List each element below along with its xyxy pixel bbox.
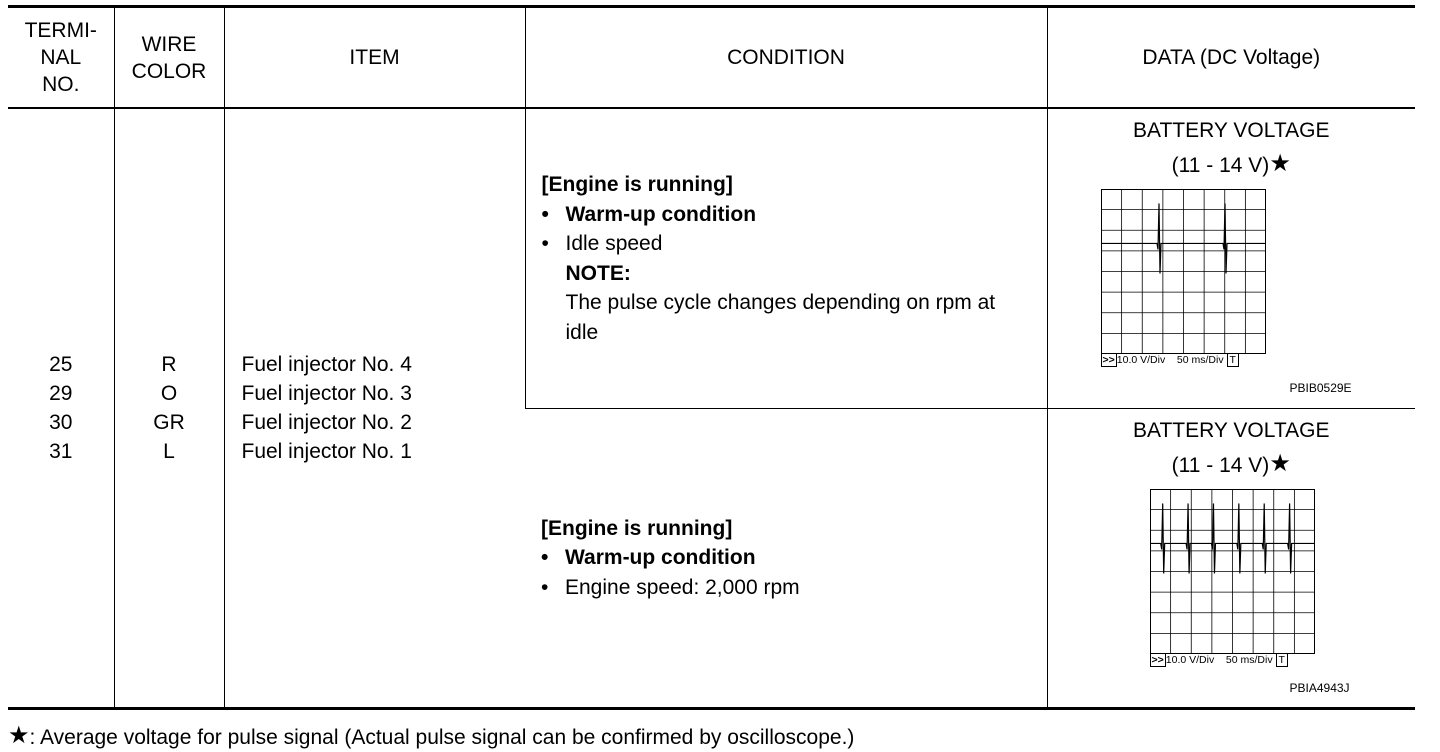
scope-time: 50 ms/Div <box>1225 654 1273 666</box>
bullet-text: Engine speed: 2,000 rpm <box>565 575 800 599</box>
bullet-dot: • <box>541 202 549 226</box>
terminal-number: 25 <box>49 353 73 376</box>
scope-trigger-icon: T <box>1227 353 1239 367</box>
terminal-number: 30 <box>49 411 73 434</box>
header-terminal-no <box>8 7 114 109</box>
bullet-text: Warm-up condition <box>565 546 756 570</box>
terminal-numbers-cell <box>8 108 114 709</box>
condition-cell-idle <box>525 108 1047 409</box>
image-reference: PBIA4943J <box>1289 681 1350 695</box>
wire-color: GR <box>153 411 185 434</box>
voltage-range <box>1048 147 1416 182</box>
condition-cell-2000rpm <box>525 409 1047 709</box>
bullet-dot: • <box>541 232 549 255</box>
scope-legend <box>1101 353 1239 367</box>
voltage-range-text: (11 - 14 V) <box>1171 454 1270 477</box>
battery-voltage-label: BATTERY VOLTAGE <box>1133 119 1330 142</box>
header-item: ITEM <box>224 7 525 109</box>
header-terminal-line: TERMI- <box>24 19 97 42</box>
oscilloscope-waveform-idle <box>1101 189 1266 371</box>
footnote-text: : Average voltage for pulse signal (Actual pulse signal can be confirmed by oscilloscope.) <box>29 726 855 749</box>
table-row <box>8 108 1415 409</box>
scope-trace <box>1150 489 1315 654</box>
battery-voltage-label: BATTERY VOLTAGE <box>1133 419 1330 442</box>
terminal-number: 29 <box>49 382 73 405</box>
header-data: DATA (DC Voltage) <box>1047 7 1415 109</box>
condition-header: [Engine is running] <box>541 173 733 196</box>
bullet-dot: • <box>541 575 549 599</box>
scope-trigger-icon: T <box>1276 653 1288 667</box>
data-cell-2000rpm <box>1047 409 1415 709</box>
header-row <box>8 7 1415 109</box>
header-terminal-line: NAL <box>40 46 82 69</box>
wire-colors-cell <box>114 108 224 709</box>
item-name: Fuel injector No. 1 <box>241 440 412 463</box>
item-name: Fuel injector No. 3 <box>241 382 412 405</box>
scope-arrow-icon: >> <box>1151 654 1164 666</box>
header-condition: CONDITION <box>525 7 1047 109</box>
scope-volts: 10.0 V/Div <box>1165 654 1215 666</box>
bullet-text: Warm-up condition <box>565 202 757 226</box>
header-wire-line: WIRE <box>141 32 197 56</box>
terminal-number: 31 <box>49 440 73 463</box>
wire-color: R <box>161 353 177 376</box>
oscilloscope-waveform-2000rpm <box>1150 489 1315 671</box>
item-name: Fuel injector No. 2 <box>241 411 412 434</box>
condition-bullet <box>541 573 1039 603</box>
star-icon: ★ <box>8 722 30 749</box>
wire-color: O <box>160 382 178 405</box>
data-cell-idle <box>1047 108 1415 409</box>
bullet-dot: • <box>541 546 549 570</box>
scope-legend <box>1150 653 1288 667</box>
condition-bullet <box>541 543 1039 573</box>
condition-bullet <box>542 229 1039 259</box>
condition-header: [Engine is running] <box>541 516 733 540</box>
item-name: Fuel injector No. 4 <box>241 353 412 376</box>
star-icon: ★ <box>1269 450 1291 477</box>
wire-color: L <box>163 440 175 463</box>
header-wire-color <box>114 7 224 109</box>
note-label: NOTE: <box>565 261 631 285</box>
scope-time: 50 ms/Div <box>1176 354 1224 366</box>
terminal-spec-table <box>8 5 1415 710</box>
image-reference: PBIB0529E <box>1289 381 1352 395</box>
scope-arrow-icon: >> <box>1102 354 1115 366</box>
bullet-text: Idle speed <box>565 232 663 255</box>
note-line: idle <box>565 320 599 344</box>
header-wire-line: COLOR <box>131 59 207 83</box>
footnote <box>8 722 854 751</box>
note-line: The pulse cycle changes depending on rpm at <box>565 291 996 314</box>
star-icon: ★ <box>1269 150 1291 177</box>
condition-bullet <box>542 200 1039 230</box>
header-terminal-line: NO. <box>42 73 80 96</box>
voltage-range-text: (11 - 14 V) <box>1171 154 1270 177</box>
scope-trace <box>1101 189 1266 354</box>
items-cell <box>224 108 525 709</box>
terminal-spec-table-wrap <box>8 5 1415 710</box>
scope-volts: 10.0 V/Div <box>1116 354 1166 366</box>
voltage-range <box>1048 447 1416 482</box>
